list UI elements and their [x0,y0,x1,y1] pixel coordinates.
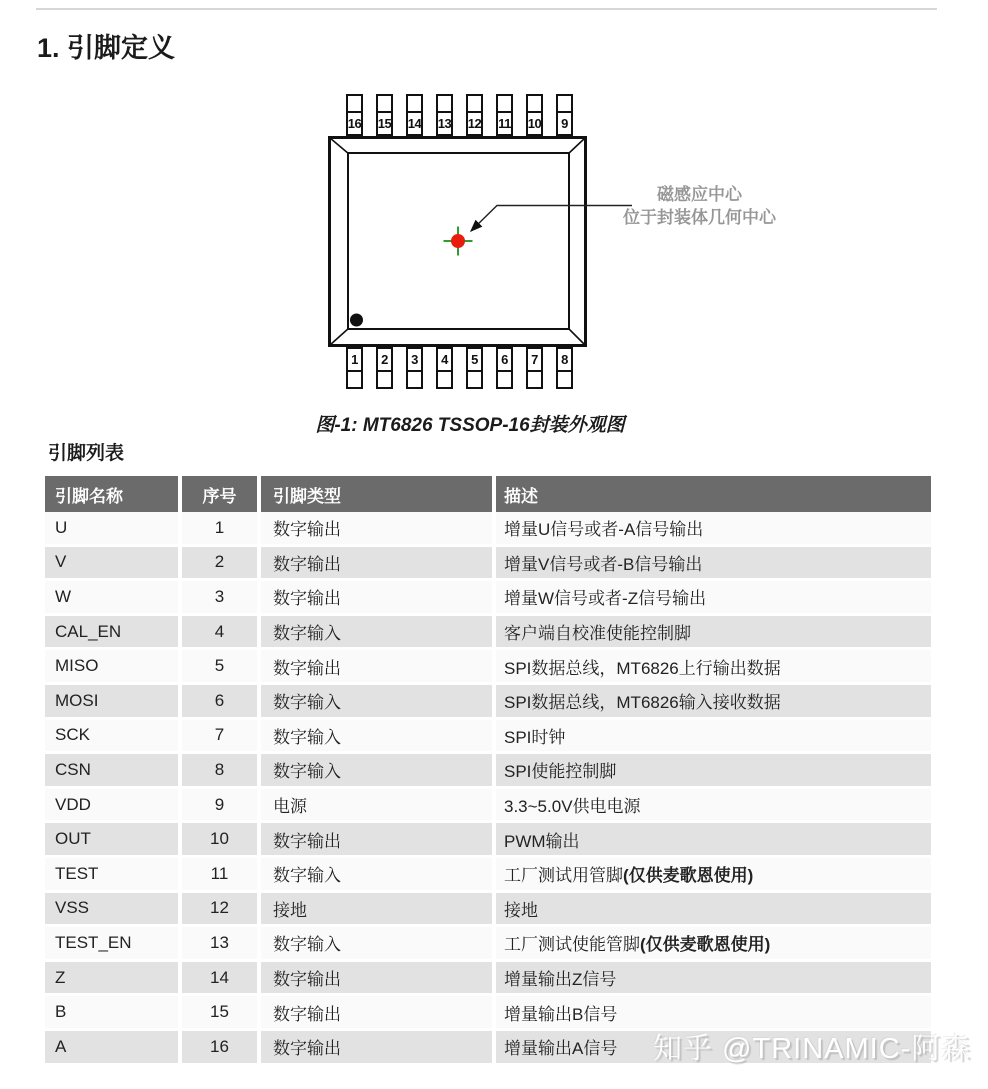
pin-number: 13 [437,116,452,131]
pin-number-cell: 3 [182,581,257,613]
pin-number-cell: 10 [182,823,257,855]
pin-lead [468,96,481,113]
pin-number: 7 [531,352,538,367]
pin-type-cell: 数字输出 [261,547,492,579]
pin-name-cell: CSN [45,754,178,786]
table-row-MOSI [45,685,931,717]
pin-lead [408,370,421,387]
pin-name-cell: MISO [45,650,178,682]
pin-number: 1 [351,352,358,367]
annotation-line2: 位于封装体几何中心 [623,208,776,227]
chip-pin-1 [346,347,363,389]
table-header-row [45,476,931,512]
pin-type-cell: 电源 [261,789,492,821]
pin-type-cell: 数字输出 [261,996,492,1028]
pin-desc-bold: (仅供麦歌恩使用) [623,866,754,886]
pin-number-cell: 5 [182,650,257,682]
pin-type-cell: 数字输入 [261,720,492,752]
chip-pin-8 [556,347,573,389]
pin-table-body [45,512,931,1063]
pin-desc-cell: 工厂测试用管脚 (仅供麦歌恩使用) [496,858,931,890]
pin-name-cell: CAL_EN [45,616,178,648]
chip-pin-13 [436,94,453,136]
pin-number-cell: 4 [182,616,257,648]
table-row-TEST [45,858,931,890]
chip-pin-5 [466,347,483,389]
pin-lead [438,96,451,113]
chip-pin-9 [556,94,573,136]
chip-pin-7 [526,347,543,389]
pin-type-cell: 数字输出 [261,512,492,544]
pin-name-cell: U [45,512,178,544]
pin-desc-cell: 增量输出Z信号 [496,962,931,994]
table-row-B [45,996,931,1028]
pin-desc-cell: 工厂测试使能管脚 (仅供麦歌恩使用) [496,927,931,959]
pin-lead [498,370,511,387]
pin-lead [468,370,481,387]
pin-lead [558,370,571,387]
pin-name-cell: SCK [45,720,178,752]
table-row-U [45,512,931,544]
pin-number-cell: 7 [182,720,257,752]
watermark-text: 知乎 @TRINAMIC-阿森 [653,1033,972,1065]
pin-name-cell: VSS [45,893,178,925]
pin-desc-cell: 增量W信号或者-Z信号输出 [496,581,931,613]
pin-name-cell: MOSI [45,685,178,717]
pin-number-cell: 9 [182,789,257,821]
chip-pin-3 [406,347,423,389]
pin-lead [528,96,541,113]
pin-type-cell: 数字输入 [261,927,492,959]
pin-desc-cell: SPI时钟 [496,720,931,752]
annotation-line1: 磁感应中心 [657,185,742,204]
pin-number: 14 [407,116,422,131]
pin-list-label: 引脚列表 [48,443,125,464]
pin-number-cell: 16 [182,1031,257,1063]
pin-number-cell: 12 [182,893,257,925]
pin-name-cell: Z [45,962,178,994]
pin-type-cell: 数字输入 [261,685,492,717]
pin-lead [438,370,451,387]
pin-number: 6 [501,352,508,367]
chip-top-pins [346,94,573,136]
pin-desc-cell: 客户端自校准使能控制脚 [496,616,931,648]
chip-pin-6 [496,347,513,389]
table-row-TEST_EN [45,927,931,959]
pin-name-cell: VDD [45,789,178,821]
pin-number: 2 [381,352,388,367]
pin-number: 9 [561,116,568,131]
pin-number-cell: 11 [182,858,257,890]
pin-desc-cell: PWM输出 [496,823,931,855]
table-row-MISO [45,650,931,682]
pin-lead [408,96,421,113]
chip-pin-4 [436,347,453,389]
chip-bottom-pins [346,347,573,389]
pin-number-cell: 6 [182,685,257,717]
pin-name-cell: V [45,547,178,579]
chip-pin-16 [346,94,363,136]
table-row-SCK [45,720,931,752]
pin-desc-cell: 接地 [496,893,931,925]
pin-name-cell: B [45,996,178,1028]
pin-number: 8 [561,352,568,367]
pin-number: 3 [411,352,418,367]
pin-name-cell: TEST [45,858,178,890]
header-pin-desc: 描述 [496,476,931,512]
pin-type-cell: 数字输出 [261,962,492,994]
pin-type-cell: 数字输出 [261,823,492,855]
chip-pin-2 [376,347,393,389]
pin-lead [348,96,361,113]
pin-number-cell: 8 [182,754,257,786]
pin-lead [348,370,361,387]
pin-desc-cell: 增量输出B信号 [496,996,931,1028]
table-row-VSS [45,893,931,925]
figure-caption: 图-1: MT6826 TSSOP-16封装外观图 [315,415,625,436]
pin-lead [378,96,391,113]
pin-number-cell: 15 [182,996,257,1028]
chip-pin-11 [496,94,513,136]
chip-pin-14 [406,94,423,136]
top-divider [36,8,937,10]
pin-name-cell: OUT [45,823,178,855]
pin-desc-bold: (仅供麦歌恩使用) [640,935,771,955]
chip-pin-10 [526,94,543,136]
table-row-V [45,547,931,579]
pin-desc-cell: 增量输出A信号 [496,1031,931,1063]
pin-lead [558,96,571,113]
pin-desc-cell: SPI数据总线，MT6826上行输出数据 [496,650,931,682]
pin-lead [498,96,511,113]
table-row-CSN [45,754,931,786]
header-pin-type: 引脚类型 [261,476,492,512]
header-pin-name: 引脚名称 [45,476,178,512]
table-row-OUT [45,823,931,855]
pin-number: 12 [467,116,482,131]
pin-desc-cell: 增量U信号或者-A信号输出 [496,512,931,544]
pin-type-cell: 接地 [261,893,492,925]
pin-type-cell: 数字输出 [261,581,492,613]
pin-type-cell: 数字输入 [261,754,492,786]
pin-type-cell: 数字输入 [261,616,492,648]
pin-number-cell: 1 [182,512,257,544]
pin-table [45,476,931,1066]
pin-type-cell: 数字输出 [261,650,492,682]
pin-desc-cell: SPI数据总线，MT6826输入接收数据 [496,685,931,717]
table-row-W [45,581,931,613]
chip-pin-15 [376,94,393,136]
pin-number: 16 [347,116,362,131]
table-row-VDD [45,789,931,821]
pin-number-cell: 2 [182,547,257,579]
table-row-Z [45,962,931,994]
pin-number: 15 [377,116,392,131]
pin-type-cell: 数字输入 [261,858,492,890]
pin-name-cell: TEST_EN [45,927,178,959]
page-title: 1. 引脚定义 [37,33,176,63]
pin-name-cell: A [45,1031,178,1063]
pin-desc-cell: 3.3~5.0V供电电源 [496,789,931,821]
pin-desc-cell: 增量V信号或者-B信号输出 [496,547,931,579]
pin-desc-cell: SPI使能控制脚 [496,754,931,786]
table-row-CAL_EN [45,616,931,648]
chip-pin-12 [466,94,483,136]
pin-number: 11 [498,116,511,131]
pin-lead [378,370,391,387]
pin-number-cell: 13 [182,927,257,959]
pin-number-cell: 14 [182,962,257,994]
pin-type-cell: 数字输出 [261,1031,492,1063]
pin-name-cell: W [45,581,178,613]
pin-number: 4 [441,352,448,367]
chip-package-top-face [347,152,570,330]
pin-number: 5 [471,352,478,367]
magnetic-center-annotation [612,183,787,229]
pin-lead [528,370,541,387]
pin-number: 10 [527,116,542,131]
header-pin-number: 序号 [182,476,257,512]
